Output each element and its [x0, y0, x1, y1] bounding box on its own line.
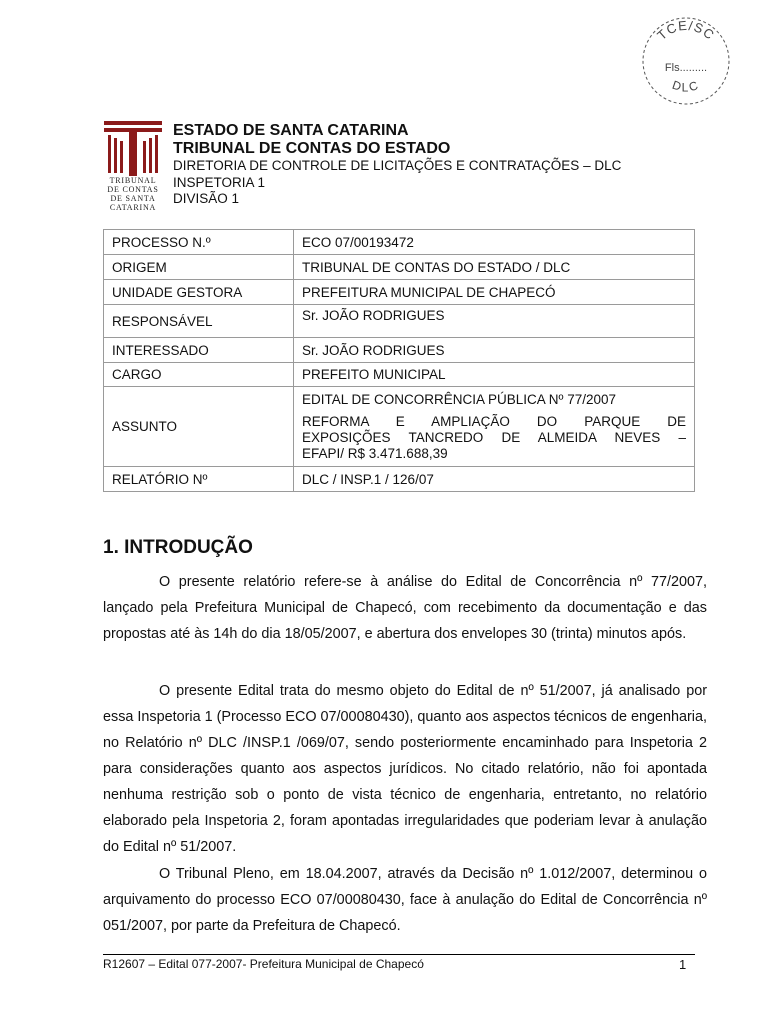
table-row	[104, 363, 695, 387]
interessado-value: Sr. JOÃO RODRIGUES	[294, 338, 695, 363]
page-number: 1	[679, 957, 687, 972]
table-row	[104, 467, 695, 492]
stamp-line1: TCE/SC	[654, 17, 718, 43]
table-row	[104, 305, 695, 338]
section-title: 1. INTRODUÇÃO	[103, 537, 253, 558]
protocol-stamp	[641, 16, 731, 106]
origem-value: TRIBUNAL DE CONTAS DO ESTADO / DLC	[294, 255, 695, 280]
header-state: ESTADO DE SANTA CATARINA	[173, 122, 409, 139]
interessado-label: INTERESSADO	[104, 338, 294, 363]
footer-divider	[103, 954, 695, 955]
origem-label: ORIGEM	[104, 255, 294, 280]
logo-line-4: CATARINA	[109, 203, 157, 212]
paragraph-3	[103, 861, 707, 939]
responsavel-label: RESPONSÁVEL	[104, 305, 294, 338]
unidade-label: UNIDADE GESTORA	[104, 280, 294, 305]
stamp-line2: Fls.........	[664, 62, 708, 74]
relatorio-label: RELATÓRIO Nº	[104, 467, 294, 492]
header-inspectorate: INSPETORIA 1	[173, 174, 266, 190]
assunto-line-2: REFORMA E AMPLIAÇÃO DO PARQUE DE	[302, 413, 686, 429]
logo-line-3: DE SANTA	[110, 194, 156, 203]
assunto-value	[294, 387, 695, 467]
cargo-value: PREFEITO MUNICIPAL	[294, 363, 695, 387]
tce-logo	[104, 121, 162, 213]
paragraph-3-text: O Tribunal Pleno, em 18.04.2007, através da Decisão nº 1.012/2007, determinou o arquivamento do processo ECO 07/00080430, face à anulação do Edital de Concorrência nº 051/2007, por parte da Prefeitura de Chapecó.	[103, 866, 707, 934]
unidade-value: PREFEITURA MUNICIPAL DE CHAPECÓ	[294, 280, 695, 305]
assunto-line-3: EXPOSIÇÕES TANCREDO DE ALMEIDA NEVES –	[302, 429, 686, 445]
process-info-table	[103, 229, 695, 492]
stamp-line3: DLC	[670, 77, 702, 95]
header-court: TRIBUNAL DE CONTAS DO ESTADO	[173, 140, 451, 157]
table-row	[104, 255, 695, 280]
svg-text:TCE/SC	[654, 18, 717, 43]
document-header	[173, 122, 621, 208]
paragraph-2-text: O presente Edital trata do mesmo objeto do Edital de nº 51/2007, já analisado por essa Inspetoria 1 (Processo ECO 07/00080430), quanto aos aspectos técnicos de engenharia, no Relatório nº DLC /INSP.1 /069/07, sendo posteriormente encaminhado para Inspetoria 2 para considerações quanto aos aspectos jurídicos. No citado relatório, não foi apontada nenhuma restrição sob o ponto de vista técnico de engenharia, entretanto, no relatório elaborado pela Inspetoria 2, foram apontadas irregularidades que poderiam levar à anulação do Edital nº 51/2007.	[103, 683, 707, 855]
responsavel-value: Sr. JOÃO RODRIGUES	[294, 305, 695, 338]
table-row	[104, 338, 695, 363]
table-row	[104, 280, 695, 305]
logo-line-1: TRIBUNAL	[109, 176, 157, 185]
svg-text:DLC	[670, 78, 701, 95]
processo-value: ECO 07/00193472	[294, 230, 695, 255]
table-row	[104, 230, 695, 255]
assunto-line-4: EFAPI/ R$ 3.471.688,39	[302, 445, 448, 461]
logo-line-2: DE CONTAS	[107, 185, 159, 194]
paragraph-1	[103, 569, 707, 647]
paragraph-2	[103, 678, 707, 860]
header-directorate: DIRETORIA DE CONTROLE DE LICITAÇÕES E CONTRATAÇÕES – DLC	[173, 158, 622, 173]
processo-label: PROCESSO N.º	[104, 230, 294, 255]
assunto-label: ASSUNTO	[104, 387, 294, 467]
paragraph-1-text: O presente relatório refere-se à análise do Edital de Concorrência nº 77/2007, lançado pela Prefeitura Municipal de Chapecó, com recebimento da documentação e das propostas até às 14h do dia 18/05/2007, e abertura dos envelopes 30 (trinta) minutos após.	[103, 574, 707, 642]
assunto-line-1: EDITAL DE CONCORRÊNCIA PÚBLICA Nº 77/2007	[302, 391, 617, 407]
relatorio-value: DLC / INSP.1 / 126/07	[294, 467, 695, 492]
table-row	[104, 387, 695, 467]
header-division: DIVISÃO 1	[173, 191, 240, 206]
cargo-label: CARGO	[104, 363, 294, 387]
footer-text: R12607 – Edital 077-2007- Prefeitura Municipal de Chapecó	[103, 957, 424, 971]
